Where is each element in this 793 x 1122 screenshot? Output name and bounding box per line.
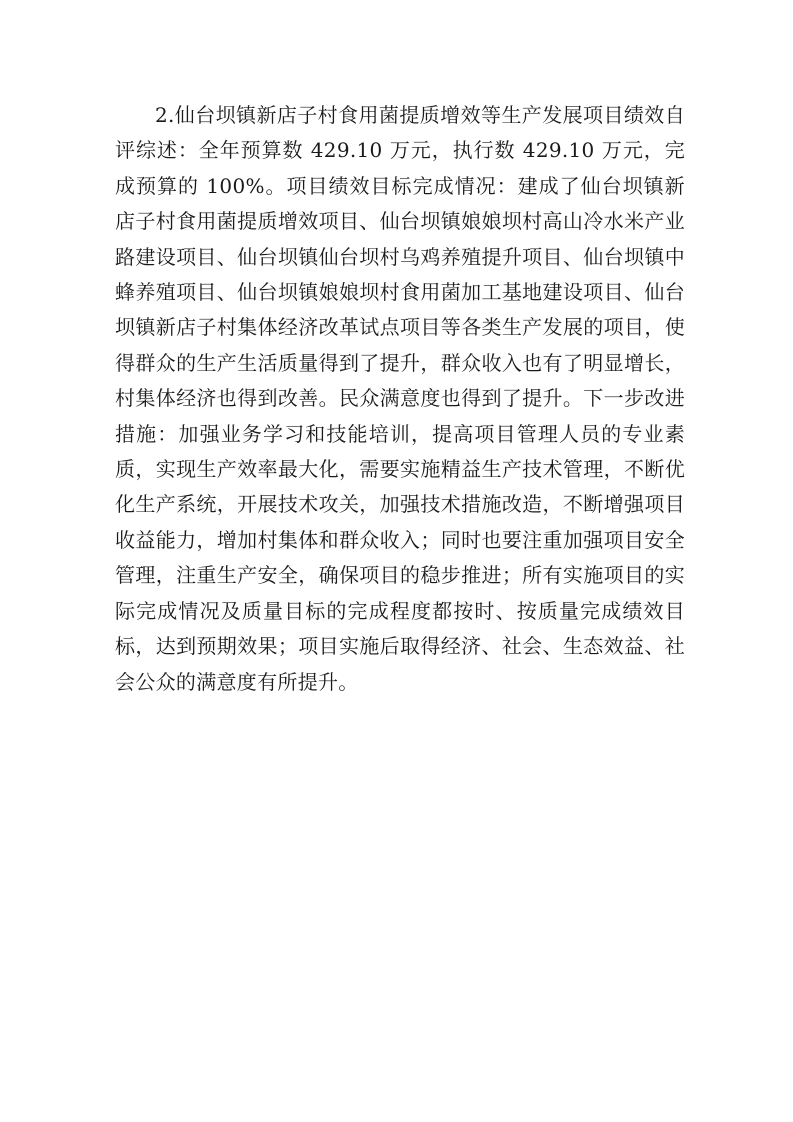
body-paragraph: 2.仙台坝镇新店子村食用菌提质增效等生产发展项目绩效自评综述：全年预算数 429.10 万元，执行数 429.10 万元，完成预算的 100%。项目绩效目标完成情况：建成了仙台坝镇新店子村食用菌提质增效项目、仙台坝镇娘娘坝村高山冷水米产业路建设项目、仙台坝镇仙台坝村乌鸡养殖提升项目、仙台坝镇中蜂养殖项目、仙台坝镇娘娘坝村食用菌加工基地建设项目、仙台坝镇新店子村集体经济改革试点项目等各类生产发展的项目，使得群众的生产生活质量得到了提升，群众收入也有了明显增长，村集体经济也得到改善。民众满意度也得到了提升。下一步改进措施：加强业务学习和技能培训，提高项目管理人员的专业素质，实现生产效率最大化，需要实施精益生产技术管理，不断优化生产系统，开展技术攻关，加强技术措施改造，不断增强项目收益能力，增加村集体和群众收入；同时也要注重加强项目安全管理，注重生产安全，确保项目的稳步推进；所有实施项目的实际完成情况及质量目标的完成程度都按时、按质量完成绩效目标，达到预期效果；项目实施后取得经济、社会、生态效益、社会公众的满意度有所提升。 <box>115 103 685 694</box>
